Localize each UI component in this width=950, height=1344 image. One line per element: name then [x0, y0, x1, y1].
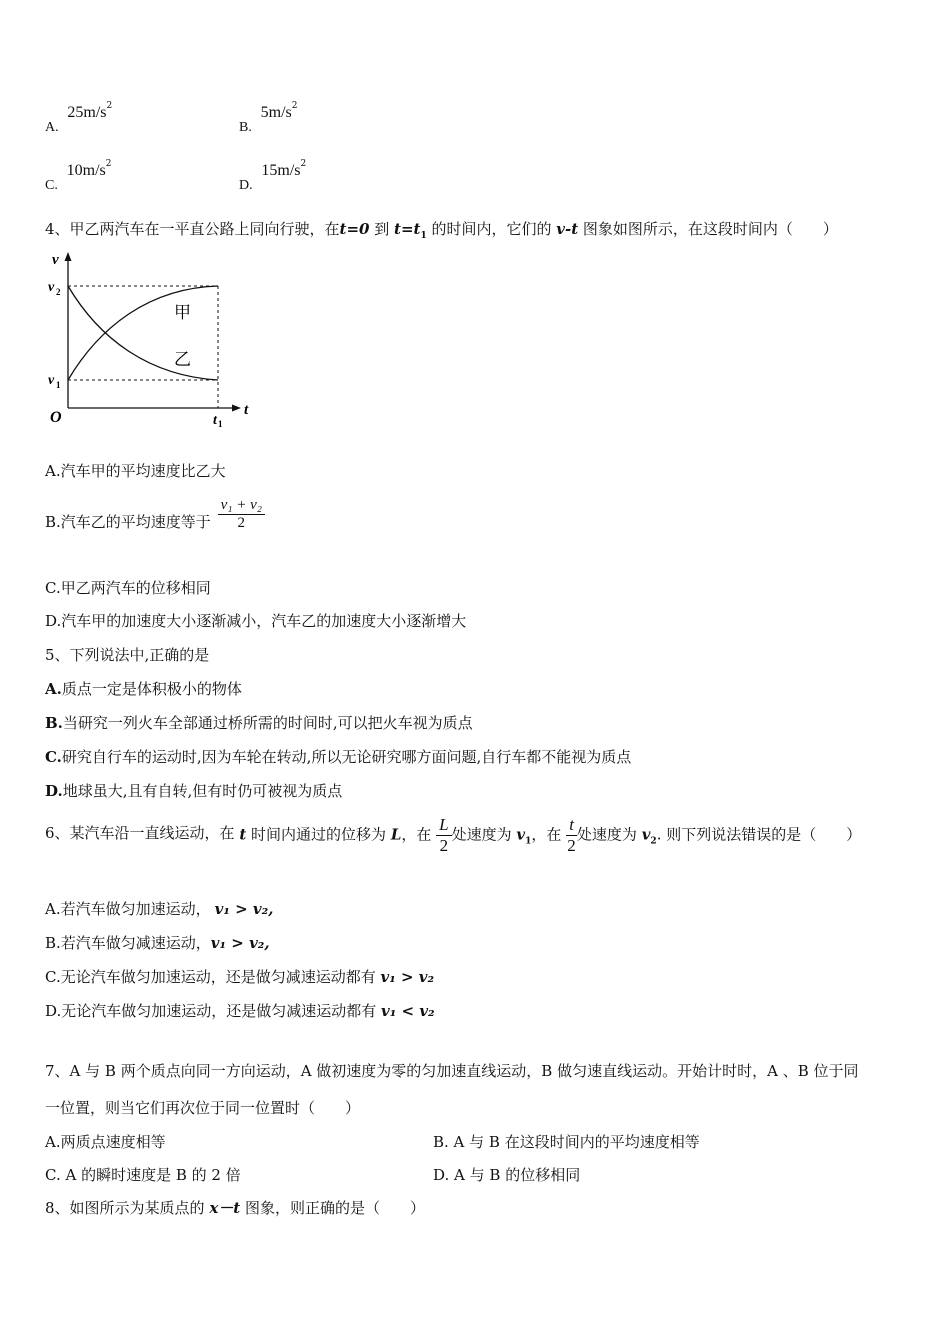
q4-t1-sub: 1 [420, 231, 427, 241]
curve-yi [68, 286, 218, 380]
q6-option-c [45, 966, 434, 987]
q6-v2-sub: 2 [650, 836, 657, 847]
q5-option-d [45, 780, 342, 801]
fraction-numerator: t [566, 815, 577, 836]
q4-stem-text: 4、甲乙两汽车在一平直公路上同向行驶，在 [45, 220, 340, 238]
q6-stem-text: 时间内通过的位移为 [246, 825, 391, 844]
option-relation: v₁ > v₂ [380, 968, 435, 986]
q7-option-a: A.两质点速度相等 [45, 1133, 166, 1151]
q6-option-b [45, 932, 270, 953]
q7-stem-line-1: 7、A 与 B 两个质点向同一方向运动，A 做初速度为零的匀加速直线运动，B 做匀速直线运动。开始计时时，A 、B 位于同 [45, 1062, 859, 1080]
q5-option-b [45, 712, 473, 733]
option-text: D.无论汽车做匀加速运动，还是做匀减速运动都有 [45, 1002, 382, 1020]
q6-L: L [390, 825, 402, 844]
q4-stem-text: 图象如图所示，在这段时间内（ ） [578, 220, 838, 238]
v1-label: v [48, 373, 55, 388]
fraction-numerator: L [436, 815, 451, 836]
option-text: 质点一定是体积极小的物体 [61, 680, 242, 698]
option-relation: v₁ > v₂, [214, 900, 274, 918]
option-label: C. [45, 748, 62, 766]
option-text: A.若汽车做匀加速运动， [45, 900, 211, 918]
q4-option-d: D.汽车甲的加速度大小逐渐减小，汽车乙的加速度大小逐渐增大 [45, 612, 467, 630]
q6-fraction-L-2 [436, 815, 451, 856]
y-axis-arrow [65, 252, 72, 261]
curve-jia-label: 甲 [174, 303, 191, 323]
option-value: 5m/s [260, 104, 292, 121]
q4-option-a: A.汽车甲的平均速度比乙大 [45, 462, 226, 480]
q4-vt: v-t [556, 220, 579, 238]
option-text: C.无论汽车做匀加速运动，还是做匀减速运动都有 [45, 968, 381, 986]
q5-stem: 5、下列说法中,正确的是 [45, 646, 210, 664]
x-axis-arrow [232, 405, 241, 412]
q6-fraction-t-2 [566, 815, 577, 856]
q8-stem [45, 1197, 425, 1218]
q7-option-b: B. A 与 B 在这段时间内的平均速度相等 [433, 1133, 700, 1151]
q6-v1: v [516, 825, 526, 844]
option-value: 10m/s [66, 162, 106, 179]
q3-option-b [239, 101, 298, 135]
option-label: B. [239, 120, 252, 135]
x-axis-label: t [244, 402, 249, 418]
option-exponent: 2 [105, 159, 112, 169]
curve-jia [68, 286, 218, 380]
fraction-denominator: 2 [439, 836, 449, 855]
vt-graph [40, 248, 260, 433]
q6-stem-text: 处速度为 [451, 825, 517, 844]
option-label: D. [45, 782, 63, 800]
q4-stem [45, 218, 838, 241]
q6-stem-text: 6、某汽车沿一直线运动，在 [45, 823, 240, 842]
q3-option-c [45, 159, 112, 193]
fraction-denominator: 2 [567, 836, 576, 855]
q4-option-b-text: B.汽车乙的平均速度等于 [45, 512, 211, 531]
q3-option-a [45, 101, 113, 135]
option-exponent: 2 [291, 101, 298, 111]
q6-stem-text: ，在 [401, 825, 432, 844]
option-value: 15m/s [261, 162, 301, 179]
q5-option-a [45, 678, 242, 699]
q4-option-b [45, 497, 265, 532]
q6-stem-text: . 则下列说法错误的是（ ） [656, 825, 862, 844]
q4-option-c: C.甲乙两汽车的位移相同 [45, 579, 211, 597]
q6-v1-sub: 1 [525, 836, 532, 847]
fraction-denominator: 2 [237, 515, 246, 531]
option-text: 地球虽大,且有自转,但有时仍可被视为质点 [62, 782, 343, 800]
option-exponent: 2 [106, 101, 113, 111]
option-text: 研究自行车的运动时,因为车轮在转动,所以无论研究哪方面问题,自行车都不能视为质点 [61, 748, 632, 766]
curve-yi-label: 乙 [174, 350, 191, 370]
q8-stem-text: 图象，则正确的是（ ） [240, 1199, 425, 1217]
q6-option-d [45, 1000, 435, 1021]
option-relation: v₁ > v₂, [210, 934, 270, 952]
q4-stem-text: 到 [369, 220, 395, 238]
option-exponent: 2 [300, 159, 307, 169]
option-text: B.若汽车做匀减速运动， [45, 934, 211, 952]
option-label: C. [45, 178, 58, 193]
q6-stem [45, 815, 861, 856]
q6-option-a [45, 898, 273, 919]
q6-t: t [239, 825, 247, 844]
q7-option-c: C. A 的瞬时速度是 B 的 2 倍 [45, 1166, 241, 1184]
v1-subscript: 1 [56, 380, 61, 390]
q4-t1: t=t [394, 220, 421, 238]
q4-option-b-fraction [218, 497, 265, 532]
option-label: A. [45, 680, 62, 698]
option-label: B. [45, 714, 63, 732]
option-relation: v₁ < v₂ [381, 1002, 435, 1020]
option-label: A. [45, 120, 59, 135]
q7-stem-line-2: 一位置，则当它们再次位于同一位置时（ ） [45, 1099, 361, 1117]
q6-stem-text: ，在 [531, 825, 562, 844]
q8-xt: x－t [209, 1199, 241, 1217]
v2-label: v [48, 280, 55, 295]
origin-label: O [50, 409, 62, 426]
q5-option-c [45, 746, 631, 767]
q3-option-d [239, 159, 307, 193]
q4-stem-text: 的时间内，它们的 [426, 220, 557, 238]
q8-stem-text: 8、如图所示为某质点的 [45, 1199, 210, 1217]
v2-subscript: 2 [56, 287, 61, 297]
option-label: D. [239, 178, 253, 193]
fraction-numerator: v₁ + v₂ [218, 497, 265, 515]
option-text: 当研究一列火车全部通过桥所需的时间时,可以把火车视为质点 [62, 714, 473, 732]
t1-subscript: 1 [218, 419, 223, 429]
t1-label: t [213, 413, 217, 428]
q6-v2: v [641, 825, 651, 844]
q6-stem-text: 处速度为 [576, 825, 642, 844]
option-value: 25m/s [67, 104, 107, 121]
q4-t0: t=0 [339, 220, 370, 238]
q7-option-d: D. A 与 B 的位移相同 [433, 1166, 581, 1184]
y-axis-label: v [52, 252, 59, 268]
